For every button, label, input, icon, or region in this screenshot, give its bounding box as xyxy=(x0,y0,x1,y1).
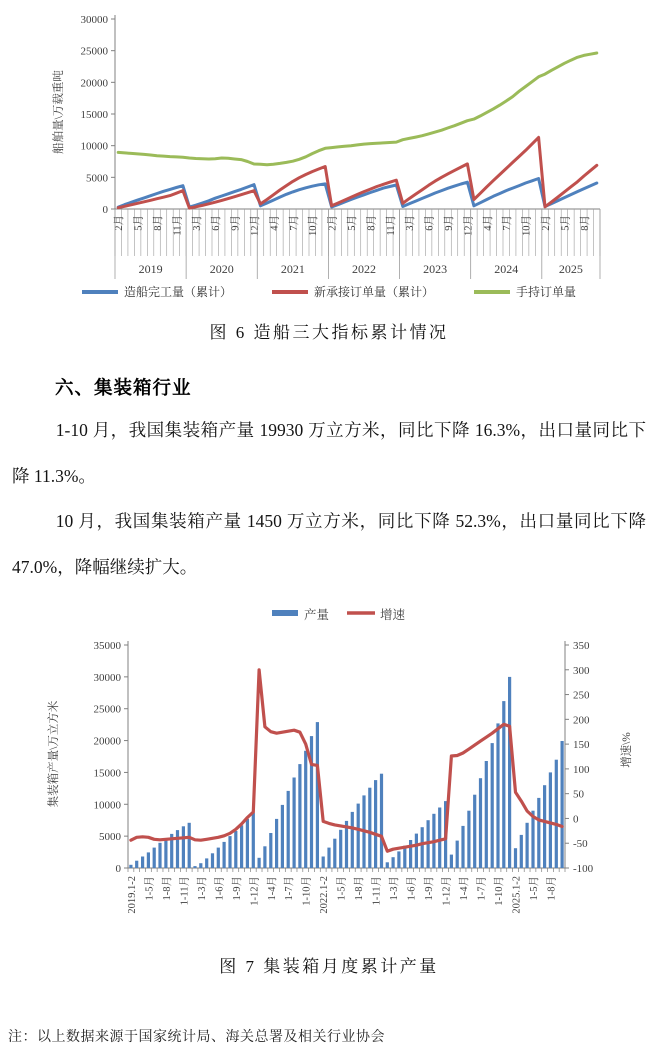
fig7-bar xyxy=(211,853,214,868)
fig7-bar xyxy=(263,846,266,868)
fig7-x-tick: 1-11月 xyxy=(179,876,191,906)
fig7-bar xyxy=(135,861,138,868)
fig7-right-tick: -100 xyxy=(573,863,594,875)
fig7-bar xyxy=(217,848,220,868)
fig6-y-tick: 30000 xyxy=(80,14,108,26)
fig7-x-tick: 2019.1-2 xyxy=(126,876,138,914)
fig7-bar xyxy=(164,838,167,868)
section-heading: 六、集装箱行业 xyxy=(55,378,192,399)
fig7-x-tick: 1-8月 xyxy=(546,876,558,901)
fig7-x-tick: 1-5月 xyxy=(336,876,348,901)
fig7-bar xyxy=(555,760,558,868)
fig7-x-tick: 1-12月 xyxy=(441,876,453,906)
fig7-bar xyxy=(561,741,564,868)
fig7-bar xyxy=(176,830,179,868)
fig7-bar xyxy=(473,795,476,868)
fig6-x-tick: 9月 xyxy=(444,215,456,231)
fig6-y-axis-title: 船舶量\万载重吨 xyxy=(53,70,65,154)
fig6-x-tick: 9月 xyxy=(230,215,242,231)
fig7-bar xyxy=(450,855,453,868)
fig6-x-tick: 12月 xyxy=(250,215,262,236)
fig7-bar xyxy=(397,851,400,868)
backlog-line-swatch xyxy=(474,290,510,294)
fig6-year-label: 2023 xyxy=(423,262,448,276)
paragraph-monthly: 10 月，我国集装箱产量 1450 万立方米，同比下降 52.3%，出口量同比下降 47.0%，降幅继续扩大。 xyxy=(12,511,646,577)
fig7-bar xyxy=(403,846,406,868)
fig7-bar xyxy=(333,839,336,868)
fig7-left-tick: 20000 xyxy=(93,735,121,748)
fig7-bar xyxy=(252,813,255,868)
fig6-x-tick: 11月 xyxy=(172,215,184,236)
fig7-x-tick: 1-4月 xyxy=(266,876,278,901)
fig7-bar xyxy=(322,857,325,869)
fig7-bar xyxy=(158,843,161,868)
fig6-y-tick: 15000 xyxy=(80,109,108,121)
fig7-x-tick: 1-10月 xyxy=(493,876,505,906)
fig6-y-tick: 25000 xyxy=(80,45,108,58)
fig7-bar xyxy=(304,751,307,868)
fig7-right-tick: 200 xyxy=(573,714,590,727)
fig7-bar xyxy=(293,778,296,869)
fig6-x-tick: 11月 xyxy=(385,215,397,236)
fig7-right-tick: 150 xyxy=(573,739,590,752)
fig7-bar xyxy=(380,774,383,868)
fig7-bar xyxy=(531,811,534,868)
fig7-bar xyxy=(339,830,342,868)
fig7-left-tick: 25000 xyxy=(93,703,121,716)
fig6-x-tick: 3月 xyxy=(191,215,203,231)
new-orders-line-swatch xyxy=(272,290,308,294)
fig7-left-axis-title: 集装箱产量\万立方米 xyxy=(48,700,60,808)
fig6-x-tick: 6月 xyxy=(424,215,436,231)
figure7-container-chart xyxy=(0,598,658,945)
fig6-x-tick: 2月 xyxy=(327,215,339,231)
fig7-bar xyxy=(240,825,243,868)
fig7-bar xyxy=(351,812,354,868)
fig7-bar xyxy=(421,827,424,868)
figure6-shipbuilding-chart xyxy=(0,0,658,282)
fig7-x-tick: 1-3月 xyxy=(196,876,208,901)
fig6-year-label: 2022 xyxy=(351,262,376,276)
fig6-x-tick: 4月 xyxy=(269,215,281,231)
fig7-bar xyxy=(485,761,488,868)
fig6-x-tick: 2月 xyxy=(114,215,126,231)
fig7-bar xyxy=(357,804,360,868)
fig7-left-tick: 15000 xyxy=(93,767,121,780)
fig6-x-tick: 12月 xyxy=(463,215,475,236)
fig7-right-tick: 100 xyxy=(573,763,590,776)
fig7-bar xyxy=(141,857,144,869)
fig7-bar xyxy=(526,823,529,868)
fig7-bar xyxy=(514,848,517,868)
fig6-x-tick: 8月 xyxy=(153,215,165,231)
fig6-y-tick: 10000 xyxy=(80,140,108,153)
fig7-bar xyxy=(496,723,499,868)
fig7-bar xyxy=(374,780,377,868)
fig7-bar xyxy=(223,842,226,868)
legend-item-completions xyxy=(82,283,232,300)
fig7-bar xyxy=(182,826,185,868)
fig7-x-tick: 2022.1-2 xyxy=(319,876,331,914)
fig7-legend-production: 产量 xyxy=(304,608,330,622)
fig7-bar xyxy=(520,835,523,868)
fig7-bar xyxy=(508,677,511,868)
fig6-x-tick: 6月 xyxy=(211,215,223,231)
fig7-left-tick: 35000 xyxy=(93,640,121,652)
fig7-x-tick: 1-10月 xyxy=(301,876,313,906)
fig7-bar xyxy=(246,819,249,868)
fig7-bar xyxy=(228,836,231,868)
fig7-bar xyxy=(392,857,395,868)
figure7-caption: 图 7 集装箱月度累计产量 xyxy=(219,957,439,976)
fig7-x-tick: 1-9月 xyxy=(424,876,436,901)
fig7-bar xyxy=(153,848,156,868)
data-source-note: 注：以上数据来源于国家统计局、海关总署及相关行业协会 xyxy=(8,1030,385,1045)
fig7-bar xyxy=(491,743,494,868)
fig6-x-tick: 8月 xyxy=(579,215,591,231)
fig7-right-axis-title: 增速\% xyxy=(621,732,633,768)
figure6-caption: 图 6 造船三大指标累计情况 xyxy=(209,323,449,342)
fig7-bar xyxy=(368,788,371,868)
fig7-bar xyxy=(199,863,202,868)
fig7-bar xyxy=(129,865,132,868)
fig7-bar xyxy=(327,848,330,868)
fig7-left-tick: 30000 xyxy=(93,671,121,684)
fig7-bar xyxy=(415,834,418,868)
fig6-x-tick: 3月 xyxy=(405,215,417,231)
fig7-right-tick: 250 xyxy=(573,689,590,702)
fig7-x-tick: 1-9月 xyxy=(231,876,243,901)
fig7-right-tick: 50 xyxy=(573,788,584,801)
fig6-x-tick: 5月 xyxy=(133,215,145,231)
legend-item-new-orders xyxy=(272,283,434,300)
fig6-year-label: 2025 xyxy=(558,262,583,276)
fig7-bar xyxy=(281,805,284,868)
paragraph-cumulative: 1-10 月，我国集装箱产量 19930 万立方米，同比下降 16.3%，出口量同比下降 11.3%。 xyxy=(12,420,646,486)
fig6-year-label: 2021 xyxy=(280,262,305,276)
fig6-x-tick: 2月 xyxy=(541,215,553,231)
production-bar-swatch xyxy=(272,610,298,616)
fig7-right-tick: 300 xyxy=(573,664,590,677)
fig6-year-label: 2020 xyxy=(209,262,234,276)
fig7-x-tick: 1-8月 xyxy=(354,876,366,901)
fig7-bar xyxy=(316,722,319,868)
fig7-bar xyxy=(537,798,540,868)
fig7-right-tick: -50 xyxy=(573,838,588,851)
fig7-bar xyxy=(549,772,552,868)
fig7-right-tick: 0 xyxy=(573,813,579,826)
fig6-y-tick: 0 xyxy=(102,204,108,216)
fig7-x-tick: 1-6月 xyxy=(406,876,418,901)
fig7-x-tick: 1-11月 xyxy=(371,876,383,906)
fig6-x-tick: 5月 xyxy=(347,215,359,231)
fig7-bar xyxy=(269,833,272,868)
fig6-x-tick: 8月 xyxy=(366,215,378,231)
body-text xyxy=(12,408,646,590)
fig7-left-tick: 0 xyxy=(115,863,121,875)
fig7-bar xyxy=(543,785,546,868)
fig7-x-tick: 1-4月 xyxy=(459,876,471,901)
fig7-x-tick: 1-6月 xyxy=(214,876,226,901)
legend-item-backlog xyxy=(474,283,576,300)
fig7-bar xyxy=(205,858,208,868)
fig6-x-tick: 4月 xyxy=(482,215,494,231)
legend-label: 造船完工量（累计） xyxy=(123,285,232,299)
fig7-x-tick: 1-7月 xyxy=(284,876,296,901)
fig7-x-tick: 2025.1-2 xyxy=(511,876,523,914)
completions-line-swatch xyxy=(82,290,118,294)
fig7-bar xyxy=(461,826,464,868)
fig7-legend-growth: 增速 xyxy=(380,608,406,622)
fig6-year-label: 2019 xyxy=(138,262,163,276)
fig7-bar xyxy=(438,808,441,869)
fig7-x-tick: 1-3月 xyxy=(389,876,401,901)
fig6-x-tick: 7月 xyxy=(502,215,514,231)
fig7-bar xyxy=(188,823,191,868)
fig7-x-tick: 1-8月 xyxy=(161,876,173,901)
fig7-bar xyxy=(234,831,237,868)
figure6-legend xyxy=(0,283,658,300)
fig7-bar xyxy=(409,840,412,868)
fig6-y-tick: 5000 xyxy=(86,172,108,185)
fig6-x-tick: 10月 xyxy=(308,215,320,236)
fig7-bar xyxy=(456,841,459,868)
fig6-x-tick: 5月 xyxy=(560,215,572,231)
fig7-x-tick: 1-7月 xyxy=(476,876,488,901)
fig7-x-tick: 1-5月 xyxy=(528,876,540,901)
fig7-left-tick: 10000 xyxy=(93,799,121,812)
fig7-bar xyxy=(479,778,482,868)
fig7-x-tick: 1-12月 xyxy=(249,876,261,906)
fig7-bar xyxy=(467,811,470,868)
fig7-bar xyxy=(258,858,261,868)
fig7-bar xyxy=(287,791,290,868)
fig7-bar xyxy=(386,862,389,868)
fig7-bar xyxy=(147,852,150,868)
fig7-right-tick: 350 xyxy=(573,640,590,652)
fig6-x-tick: 10月 xyxy=(521,215,533,236)
fig7-bar xyxy=(298,764,301,868)
fig7-x-tick: 1-5月 xyxy=(144,876,156,901)
legend-label: 手持订单量 xyxy=(516,285,577,299)
fig6-series-line xyxy=(118,53,597,165)
fig6-year-label: 2024 xyxy=(494,262,519,276)
fig6-y-tick: 20000 xyxy=(80,77,108,90)
legend-label: 新承接订单量（累计） xyxy=(313,285,434,299)
fig7-bar xyxy=(193,866,196,868)
fig7-left-tick: 5000 xyxy=(99,831,121,844)
fig7-bar xyxy=(275,819,278,868)
fig6-x-tick: 7月 xyxy=(288,215,300,231)
